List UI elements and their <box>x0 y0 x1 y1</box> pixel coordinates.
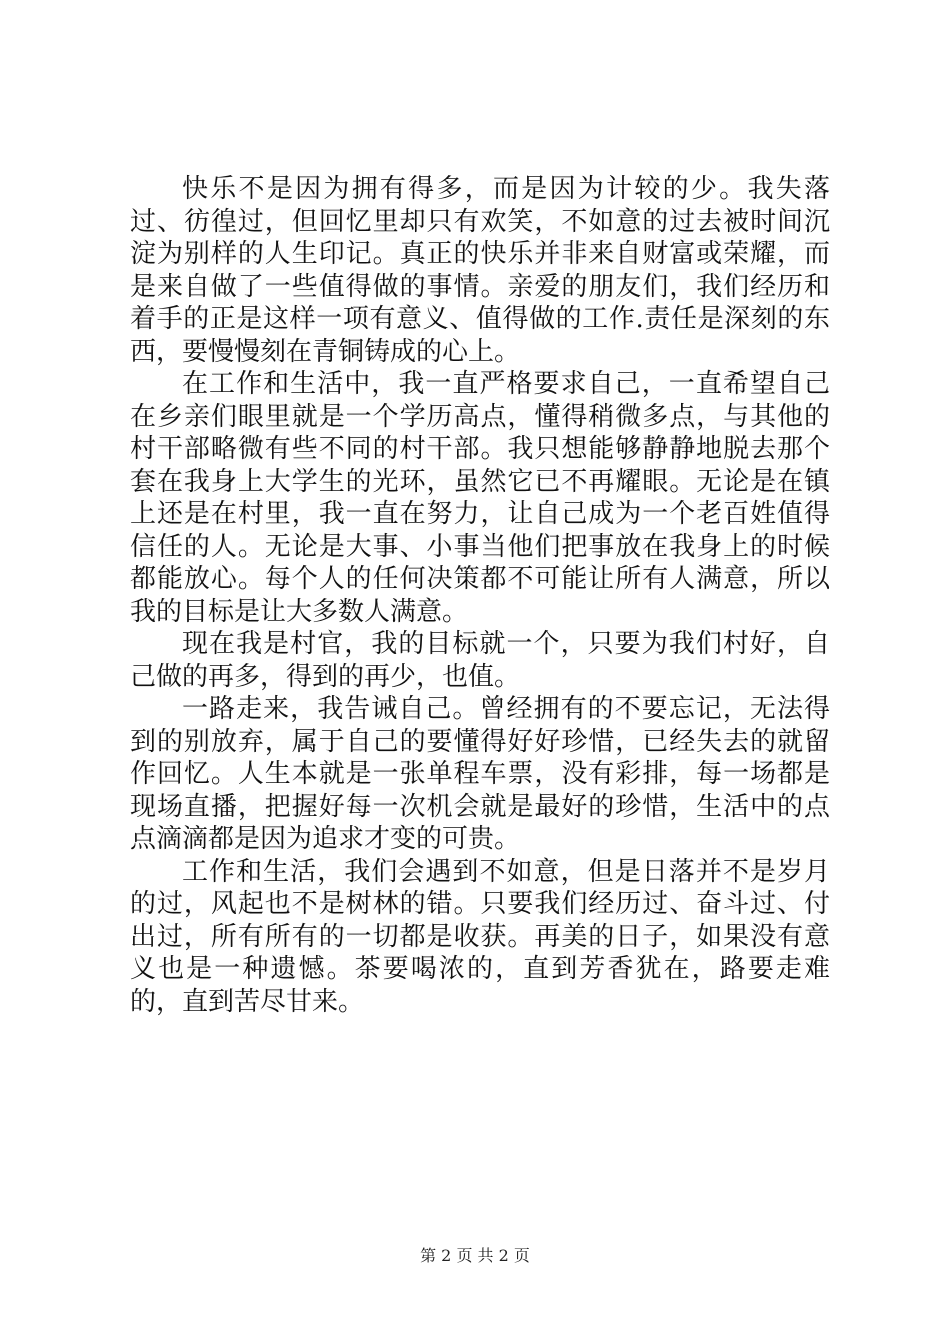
paragraph-1: 快乐不是因为拥有得多，而是因为计较的少。我失落过、彷徨过，但回忆里却只有欢笑，不如意的过去被时间沉淀为别样的人生印记。真正的快乐并非来自财富或荣耀，而是来自做了一些值得做的事情。亲爱的朋友们，我们经历和着手的正是这样一项有意义、值得做的工作.责任是深刻的东西，要慢慢刻在青铜铸成的心上。 <box>130 174 830 367</box>
paragraph-3: 现在我是村官，我的目标就一个，只要为我们村好，自己做的再多，得到的再少，也值。 <box>130 629 830 692</box>
document-body <box>130 173 830 1018</box>
paragraph-5: 工作和生活，我们会遇到不如意，但是日落并不是岁月的过，风起也不是树林的错。只要我们经历过、奋斗过、付出过，所有所有的一切都是收获。再美的日子，如果没有意义也是一种遗憾。茶要喝浓的，直到芳香犹在，路要走难的，直到苦尽甘来。 <box>130 856 830 1017</box>
paragraph-4: 一路走来，我告诫自己。曾经拥有的不要忘记，无法得到的别放弃，属于自己的要懂得好好珍惜，已经失去的就留作回忆。人生本就是一张单程车票，没有彩排，每一场都是现场直播，把握好每一次机会就是最好的珍惜，生活中的点点滴滴都是因为追求才变的可贵。 <box>130 694 830 854</box>
page-footer: 第 2 页 共 2 页 <box>420 1246 530 1265</box>
paragraph-2: 在工作和生活中，我一直严格要求自己，一直希望自己在乡亲们眼里就是一个学历高点，懂得稍微多点，与其他的村干部略微有些不同的村干部。我只想能够静静地脱去那个套在我身上大学生的光环，虽然它已不再耀眼。无论是在镇上还是在村里，我一直在努力，让自己成为一个老百姓值得信任的人。无论是大事、小事当他们把事放在我身上的时候都能放心。每个人的任何决策都不可能让所有人满意，所以我的目标是让大多数人满意。 <box>130 369 830 627</box>
